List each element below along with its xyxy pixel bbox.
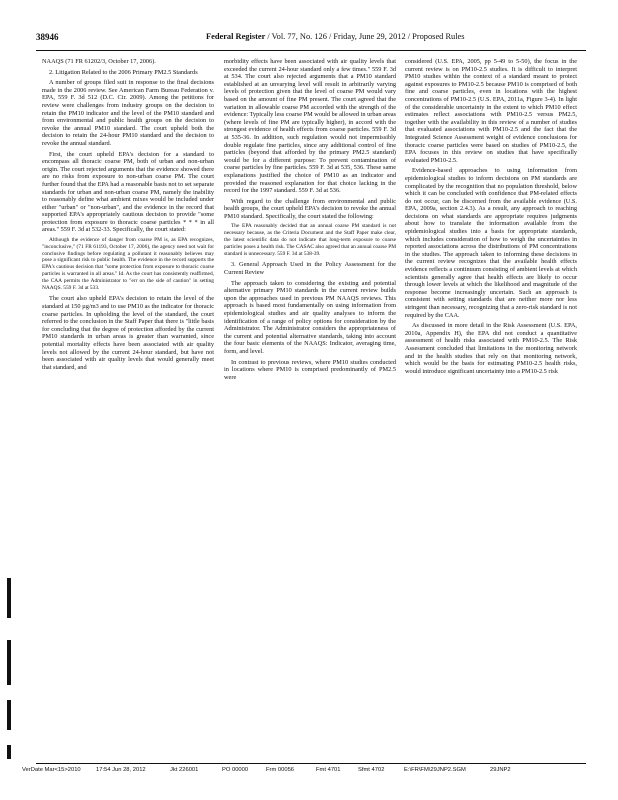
footer-frm: Frm 00056 <box>266 767 295 773</box>
paragraph: In contrast to previous reviews, where PM10 studies conducted in locations where PM10 is comprised predominantly of PM2.5 were <box>224 358 396 381</box>
paragraph: NAAQS (71 FR 61202/3, October 17, 2006). <box>42 58 156 65</box>
paragraph: considered (U.S. EPA, 2005, pp 5-49 to 5-50), the focus in the current review is on PM10-2.5 studies. It is difficult to interpret PM10 studies within the context of a standard meant to protect against exposures to PM10-2.5 because PM10 is comprised of both fine and coarse particles, even in locations with the highest concentrations of PM10-2.5 (U.S. EPA, 2011a, Figure 3-4). In light of the considerable uncertainty in the extent to which PM10 effect estimates reflect associations with PM10-2.5 versus PM2.5, together with the availability in this review of a number of studies that evaluated associations with PM10-2.5 and the fact that the Integrated Science Assessment weight of evidence conclusions for thoracic coarse particles were based on studies of PM10-2.5, the EPA focuses in this review on studies that have specifically evaluated PM10-2.5. <box>405 58 577 164</box>
issue-info: / Vol. 77, No. 126 / Friday, June 29, 2012 / Proposed Rules <box>267 32 465 41</box>
margin-bar <box>7 700 11 730</box>
column-2 <box>224 58 396 758</box>
block-quote <box>224 223 396 257</box>
page-number: 38946 <box>36 32 59 42</box>
paragraph: As discussed in more detail in the Risk Assessment (U.S. EPA, 2010a, Appendix H), the EPA did not conduct a quantitative assessment of health risks associated with PM10-2.5. The Risk Assessment concluded that limitations in the monitoring network and in the health studies that rely on that monitoring network, which would be the basis for estimating PM10-2.5 health risks, would introduce significant uncertainty into a PM10-2.5 risk <box>405 322 577 375</box>
paragraph: morbidity effects have been associated with air quality levels that exceeded the current 24-hour standard only a few times." 559 F. 3d at 534. The court also rejected arguments that a PM10 standard established at an unvarying level will result in arbitrarily varying levels of protection given that the level of coarse PM would vary based on the amount of fine PM present. The court agreed that the variation in allowable coarse PM accorded with the strength of the evidence: Typically less coarse PM would be allowed in urban areas (where levels of fine PM are typically higher), in accord with the strongest evidence of health effects from coarse particles. 559 F. 3d at 535-36. In addition, such regulation would not impermissibly double regulate fine particles, since any additional control of fine particles (beyond that afforded by the primary PM2.5 standard) would be for a different purpose: To prevent contamination of coarse particles by fine particles. 559 F. 3d at 535, 536. These same explanations justified the choice of PM10 as an indicator and provided the reasoned explanation for that choice lacking in the record for the 1997 standard. 559 F. 3d at 536. <box>224 58 396 195</box>
page-footer <box>22 767 592 777</box>
paragraph: With regard to the challenge from environmental and public health groups, the court upheld EPA's decision to revoke the annual PM10 standard. Specifically, the court stated the following: <box>224 197 396 220</box>
section-heading: 2. Litigation Related to the 2006 Primary PM2.5 Standards <box>49 68 198 76</box>
running-title <box>206 32 465 41</box>
column-3 <box>405 58 577 758</box>
quote-text: Although the evidence of danger from coarse PM is, as EPA recognizes, "inconclusive," (71 FR 61193, October 17, 2006), the agency need not wait for conclusive findings before regulating a pollutant it reasonably believes may pose a significant risk to public health. The evidence in the record supports the EPA's cautious decision that "some protection from exposure to thoracic coarse particles is warranted in all areas." Id. As the court has consistently reaffirmed, the CAA permits the Administrator to "err on the side of caution" in setting NAAQS. 559 F. 3d at 533. <box>42 237 214 291</box>
paragraph: First, the court upheld EPA's decision for a standard to encompass all thoracic coarse PM, both of urban and non-urban origin. The court rejected arguments that the evidence showed there are no risks from exposure to non-urban coarse PM. The court further found that the EPA had a reasonable basis not to set separate standards for urban and non-urban coarse PM, namely the inability to reasonably define what ambient mixes would be included under either "urban" or "non-urban", and the evidence in the record that supported EPA's appropriately cautious decision to provide "some protection from exposure to thoracic coarse particles * * * in all areas." 559 F. 3d at 532-33. Specifically, the court stated: <box>42 150 214 234</box>
footer-rule <box>36 763 586 764</box>
page-header <box>36 32 588 48</box>
publication-name: Federal Register <box>206 32 266 41</box>
footer-fmt: Fmt 4701 <box>316 767 341 773</box>
quote-text: The EPA reasonably decided that an annual coarse PM standard is not necessary because, as the Criteria Document and the Staff Paper make clear, the latest scientific data do not indicate that long-term exposure to coarse particles poses a health risk. The CASAC also agreed that an annual coarse PM standard is unnecessary. 559 F. 3d at 538-39. <box>224 223 396 257</box>
footer-jkt: Jkt 226001 <box>170 767 199 773</box>
footer-date: 29JNP2 <box>490 767 511 773</box>
margin-bar <box>7 640 11 685</box>
footer-file: E:\FR\FM\29JNP2.SGM <box>404 767 466 773</box>
margin-bar <box>7 745 11 759</box>
footer-po: PO 00000 <box>222 767 249 773</box>
block-quote <box>42 237 214 291</box>
footer-time: 17:54 Jun 28, 2012 <box>96 767 146 773</box>
paragraph: The approach taken to considering the existing and potential alternative primary PM10 standards in the current review builds upon the approaches used in previous PM NAAQS reviews. This approach is based most fundamentally on using information from epidemiological studies and air quality analyses to inform the identification of a range of policy options for consideration by the Administrator. The Administrator considers the appropriateness of the current and potential alternative standards, taking into account the four basic elements of the NAAQS: Indicator, averaging time, form, and level. <box>224 279 396 355</box>
section-heading: 3. General Approach Used in the Policy Assessment for the Current Review <box>224 261 396 277</box>
footer-sfmt: Sfmt 4702 <box>358 767 385 773</box>
paragraph: The court also upheld EPA's decision to retain the level of the standard at 150 µg/m3 and to use PM10 as the indicator for thoracic coarse particles. In upholding the level of the standard, the court referred to the conclusion in the Staff Paper that there is "little basis for concluding that the degree of protection afforded by the current PM10 standards in urban areas is greater than warranted, since potential mortality effects have been associated with air quality levels not allowed by the current 24-hour standard, but have not been associated with air quality levels that would generally meet that standard, and <box>42 295 214 371</box>
footer-verdate: VerDate Mar<15>2010 <box>22 767 81 773</box>
paragraph: Evidence-based approaches to using information from epidemiological studies to inform decisions on PM standards are complicated by the recognition that no population threshold, below which it can be concluded with confidence that PM-related effects do not occur, can be discerned from the available evidence (U.S. EPA, 2009a, section 2.4.3). As a result, any approach to reaching decisions on what standards are appropriate requires judgments about how to translate the information available from the epidemiological studies into a basis for appropriate standards, which includes consideration of how to weigh the uncertainties in reported associations across the distributions of PM concentrations in the studies. The approach taken to informing these decisions in the current review recognizes that the available health effects evidence reflects a continuum consisting of ambient levels at which scientists generally agree that health effects are likely to occur through lower levels at which the likelihood and magnitude of the response become increasingly uncertain. Such an approach is consistent with setting standards that are neither more nor less stringent than necessary, recognizing that a zero-risk standard is not required by the CAA. <box>405 167 577 319</box>
margin-bar <box>7 578 11 618</box>
paragraph: A number of groups filed suit in response to the final decisions made in the 2006 review. See American Farm Bureau Federation v. EPA, 559 F. 3d 512 (D.C. Cir. 2009). Among the petitions for review were challenges from industry groups on the decision to retain the PM10 indicator and the level of the PM10 standard and from environmental and public health groups on the decision to revoke the annual PM10 standard. The court upheld both the decision to retain the 24-hour PM10 standard and the decision to revoke the annual standard. <box>42 79 214 147</box>
header-rule <box>36 50 586 51</box>
column-1 <box>42 58 214 758</box>
